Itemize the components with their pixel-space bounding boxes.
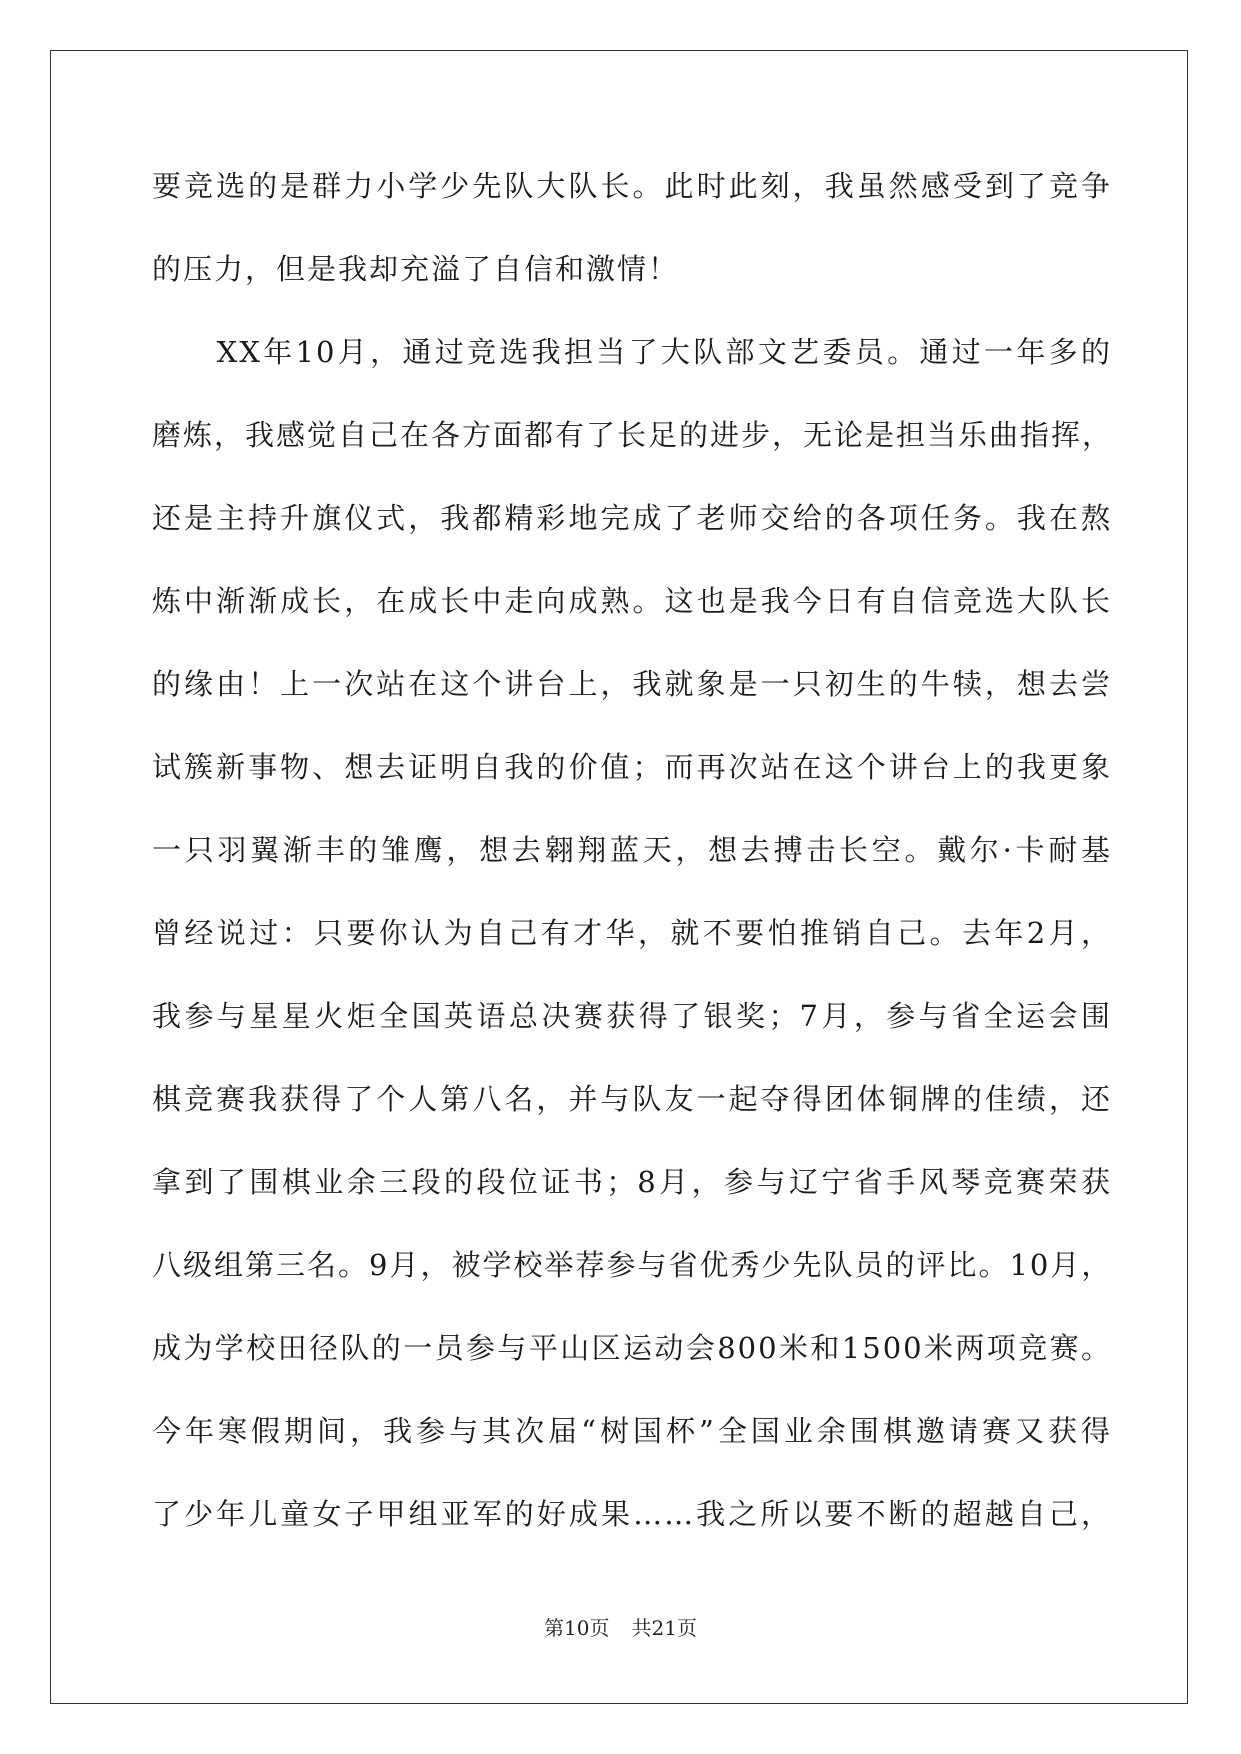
- text-line: XX年10月，通过竞选我担当了大队部文艺委员。通过一年多的: [152, 335, 1112, 369]
- text-line: 试簇新事物、想去证明自我的价值；而再次站在这个讲台上的我更象: [152, 750, 1112, 784]
- text-line: 磨炼，我感觉自己在各方面都有了长足的进步，无论是担当乐曲指挥，: [152, 418, 1114, 452]
- page-number: 第10页: [544, 1616, 610, 1640]
- text-line: 今年寒假期间，我参与其次届“树国杯”全国业余围棋邀请赛又获得: [152, 1414, 1112, 1448]
- page-total: 共21页: [631, 1616, 697, 1640]
- text-line: 了少年儿童女子甲组亚军的好成果……我之所以要不断的超越自己，: [152, 1497, 1112, 1531]
- text-line: 的缘由！上一次站在这个讲台上，我就象是一只初生的牛犊，想去尝: [152, 667, 1112, 701]
- text-line: 曾经说过：只要你认为自己有才华，就不要怕推销自己。去年2月，: [152, 916, 1112, 950]
- text-line: 我参与星星火炬全国英语总决赛获得了银奖；7月，参与省全运会围: [152, 999, 1112, 1033]
- text-line: 炼中渐渐成长，在成长中走向成熟。这也是我今日有自信竞选大队长: [152, 584, 1112, 618]
- text-line: 拿到了围棋业余三段的段位证书；8月，参与辽宁省手风琴竞赛荣获: [152, 1165, 1112, 1199]
- text-line: 的压力，但是我却充溢了自信和激情！: [152, 252, 680, 286]
- text-line: 棋竞赛我获得了个人第八名，并与队友一起夺得团体铜牌的佳绩，还: [152, 1082, 1112, 1116]
- text-line: 八级组第三名。9月，被学校举荐参与省优秀少先队员的评比。10月，: [152, 1248, 1113, 1282]
- text-line: 还是主持升旗仪式，我都精彩地完成了老师交给的各项任务。我在熬: [152, 501, 1112, 535]
- text-line: 要竞选的是群力小学少先队大队长。此时此刻，我虽然感受到了竞争: [152, 169, 1112, 203]
- text-line: 成为学校田径队的一员参与平山区运动会800米和1500米两项竞赛。: [152, 1331, 1112, 1365]
- document-body: [152, 160, 1112, 1571]
- page-footer: [0, 1612, 1241, 1641]
- text-line: 一只羽翼渐丰的雏鹰，想去翱翔蓝天，想去搏击长空。戴尔·卡耐基: [152, 833, 1112, 867]
